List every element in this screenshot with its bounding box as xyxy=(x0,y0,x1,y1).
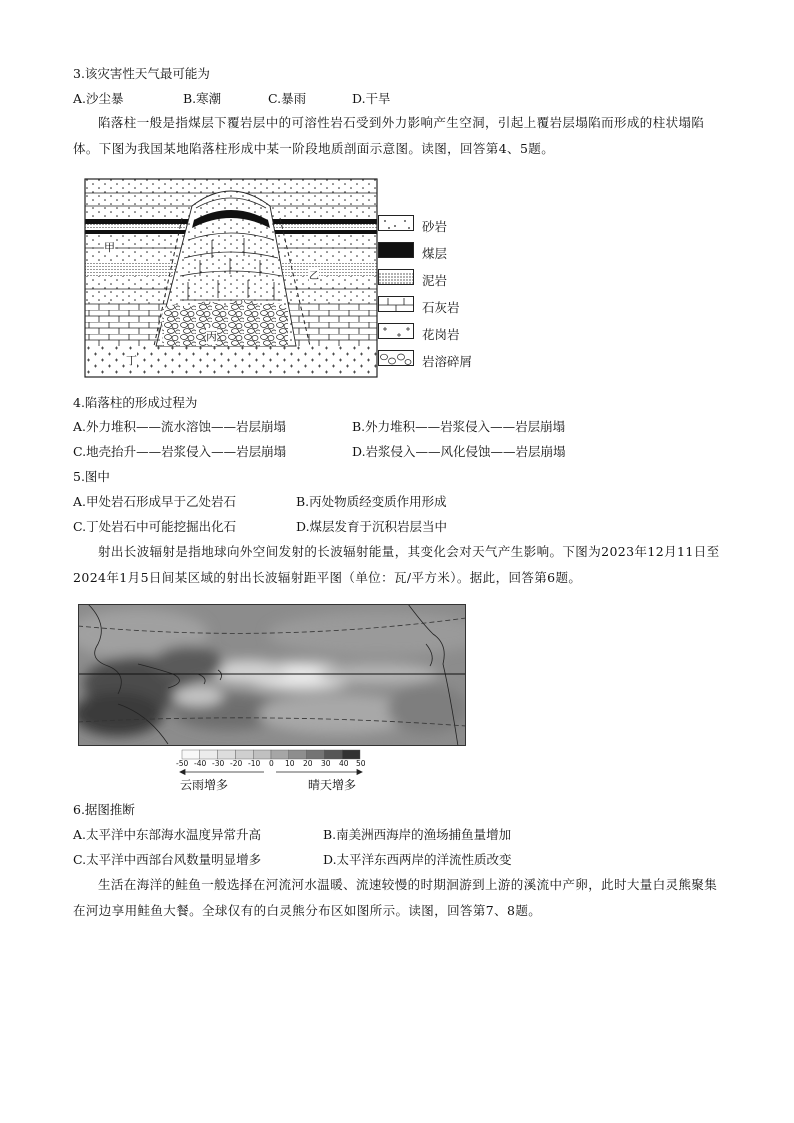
q4-stem: 4.陷落柱的形成过程为 xyxy=(73,395,198,410)
colorbar-tick: -50 xyxy=(176,759,189,768)
geological-legend xyxy=(378,215,488,375)
colorbar-tick: -30 xyxy=(212,759,225,768)
q3-option-c: C.暴雨 xyxy=(268,91,307,106)
q3-option-a: A.沙尘暴 xyxy=(73,91,124,106)
legend-label-granite: 花岗岩 xyxy=(422,327,460,342)
label-bing: 丙 xyxy=(206,330,217,343)
colorbar-tick: 50 xyxy=(356,759,366,768)
q4-option-b: B.外力堆积——岩浆侵入——岩层崩塌 xyxy=(352,419,566,434)
colorbar-tick: -20 xyxy=(230,759,243,768)
colorbar-tick: 20 xyxy=(303,759,313,768)
legend-label-mudstone: 泥岩 xyxy=(422,273,448,288)
q5-stem: 5.图中 xyxy=(73,469,110,484)
passage-sinkhole-column: 陷落柱一般是指煤层下覆岩层中的可溶性岩石受到外力影响产生空洞，引起上覆岩层塌陷而形成的柱状塌陷体。下图为我国某地陷落柱形成中某一阶段地质剖面示意图。读图，回答第4、5题。 xyxy=(73,115,705,156)
q4-option-a: A.外力堆积——流水溶蚀——岩层崩塌 xyxy=(73,419,287,434)
colorbar-caption-right: 晴天增多 xyxy=(308,778,357,792)
olr-colorbar xyxy=(176,748,366,794)
legend-label-karst-rubble: 岩溶碎屑 xyxy=(422,354,473,369)
colorbar-tick: 40 xyxy=(339,759,349,768)
legend-label-limestone: 石灰岩 xyxy=(422,300,460,315)
q6-stem: 6.据图推断 xyxy=(73,802,135,817)
colorbar-tick: 10 xyxy=(285,759,295,768)
label-yi: 乙 xyxy=(309,267,319,282)
colorbar-tick: 30 xyxy=(321,759,331,768)
passage-spirit-bear: 生活在海洋的鲑鱼一般选择在河流河水温暖、流速较慢的时期洄游到上游的溪流中产卵，此时大量白灵熊聚集在河边享用鲑鱼大餐。全球仅有的白灵熊分布区如图所示。读图，回答第7、8题。 xyxy=(73,877,718,918)
q5-option-d: D.煤层发育于沉积岩层当中 xyxy=(296,519,448,534)
q6-option-b: B.南美洲西海岸的渔场捕鱼量增加 xyxy=(323,827,512,842)
legend-swatch-coal xyxy=(378,242,414,258)
colorbar-tick: -40 xyxy=(194,759,207,768)
q4-option-c: C.地壳抬升——岩浆侵入——岩层崩塌 xyxy=(73,444,287,459)
q6-option-a: A.太平洋中东部海水温度异常升高 xyxy=(73,827,262,842)
label-jia: 甲 xyxy=(104,241,115,254)
legend-swatch-mudstone xyxy=(378,269,414,285)
olr-anomaly-map xyxy=(78,604,466,746)
legend-swatch-karst-rubble xyxy=(378,350,414,366)
q5-option-c: C.丁处岩石中可能挖掘出化石 xyxy=(73,519,237,534)
legend-swatch-sandstone xyxy=(378,215,414,231)
q5-option-a: A.甲处岩石形成早于乙处岩石 xyxy=(73,494,237,509)
q5-option-b: B.丙处物质经变质作用形成 xyxy=(296,494,447,509)
colorbar-tick: -10 xyxy=(248,759,261,768)
colorbar-caption-left: 云雨增多 xyxy=(180,778,229,792)
colorbar-tick: 0 xyxy=(269,759,274,768)
legend-swatch-limestone xyxy=(378,296,414,312)
q3-stem: 3.该灾害性天气最可能为 xyxy=(73,66,210,81)
label-ding: 丁 xyxy=(126,354,137,367)
geological-cross-section xyxy=(84,178,378,378)
q6-option-c: C.太平洋中西部台风数量明显增多 xyxy=(73,852,262,867)
legend-swatch-granite xyxy=(378,323,414,339)
q4-option-d: D.岩浆侵入——风化侵蚀——岩层崩塌 xyxy=(352,444,566,459)
q3-option-b: B.寒潮 xyxy=(183,91,222,106)
legend-label-coal: 煤层 xyxy=(422,246,448,261)
legend-label-sandstone: 砂岩 xyxy=(422,219,448,234)
q3-option-d: D.干旱 xyxy=(352,91,391,106)
q6-option-d: D.太平洋东西两岸的洋流性质改变 xyxy=(323,852,512,867)
passage-olr: 射出长波辐射是指地球向外空间发射的长波辐射能量，其变化会对天气产生影响。下图为2023年12月11日至2024年1月5日间某区域的射出长波辐射距平图（单位：瓦/平方米）。据此，回答第6题。 xyxy=(73,544,720,585)
